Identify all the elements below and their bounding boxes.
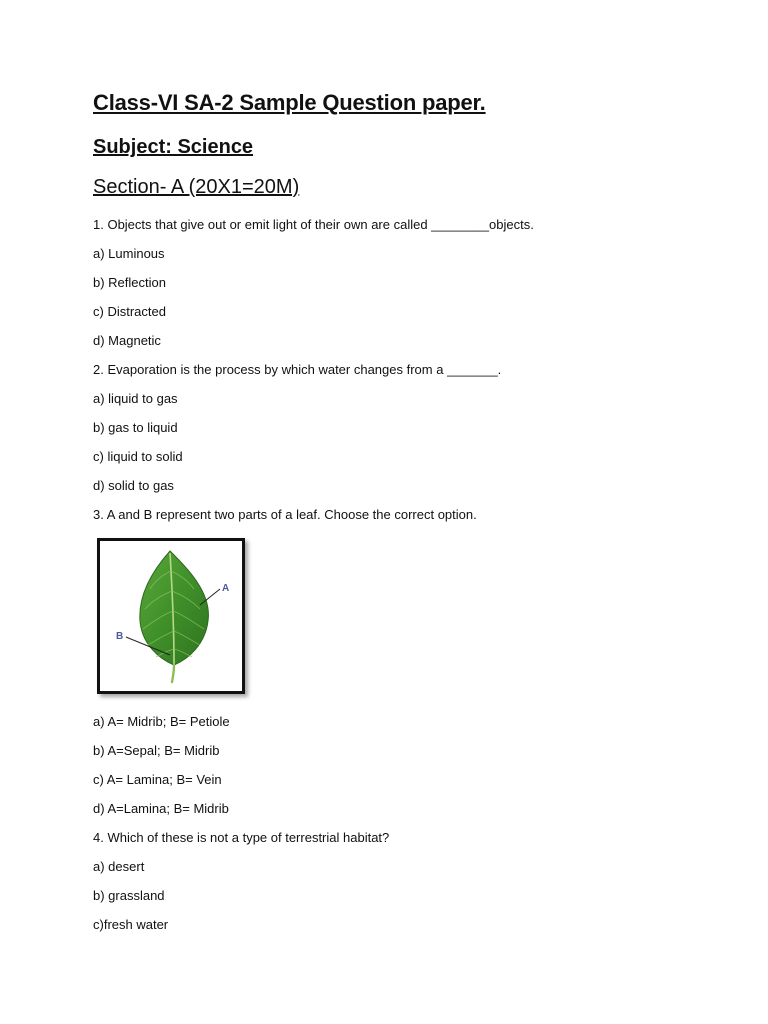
question-4-option-a: a) desert — [93, 859, 145, 874]
paper-title: Class-VI SA-2 Sample Question paper. — [93, 90, 486, 115]
question-1-option-b: b) Reflection — [93, 275, 166, 290]
question-1-text: 1. Objects that give out or emit light of their own are called ________objects. — [93, 217, 534, 232]
question-2-option-d: d) solid to gas — [93, 478, 174, 493]
question-2-option-b: b) gas to liquid — [93, 420, 178, 435]
leaf-diagram — [97, 538, 245, 694]
question-1-option-a: a) Luminous — [93, 246, 165, 261]
question-1-option-c: c) Distracted — [93, 304, 166, 319]
question-4-option-b: b) grassland — [93, 888, 165, 903]
question-4-text: 4. Which of these is not a type of terrestrial habitat? — [93, 830, 390, 845]
section-heading: Section- A (20X1=20M) — [93, 176, 300, 198]
question-2-option-c: c) liquid to solid — [93, 449, 183, 464]
question-1-option-d: d) Magnetic — [93, 333, 161, 348]
leaf-label-a: A — [222, 583, 230, 594]
question-3-option-c: c) A= Lamina; B= Vein — [93, 772, 222, 787]
question-3-option-b: b) A=Sepal; B= Midrib — [93, 743, 220, 758]
question-3-option-d: d) A=Lamina; B= Midrib — [93, 801, 229, 816]
question-3-option-a: a) A= Midrib; B= Petiole — [93, 714, 230, 729]
leaf-label-b: B — [116, 631, 124, 642]
leaf-illustration — [100, 541, 242, 691]
question-2-option-a: a) liquid to gas — [93, 391, 178, 406]
question-2-text: 2. Evaporation is the process by which water changes from a _______. — [93, 362, 502, 377]
question-4-option-c: c)fresh water — [93, 917, 169, 932]
subject-heading: Subject: Science — [93, 136, 254, 158]
leaf-petiole — [172, 665, 174, 682]
question-3-text: 3. A and B represent two parts of a leaf. Choose the correct option. — [93, 507, 477, 522]
